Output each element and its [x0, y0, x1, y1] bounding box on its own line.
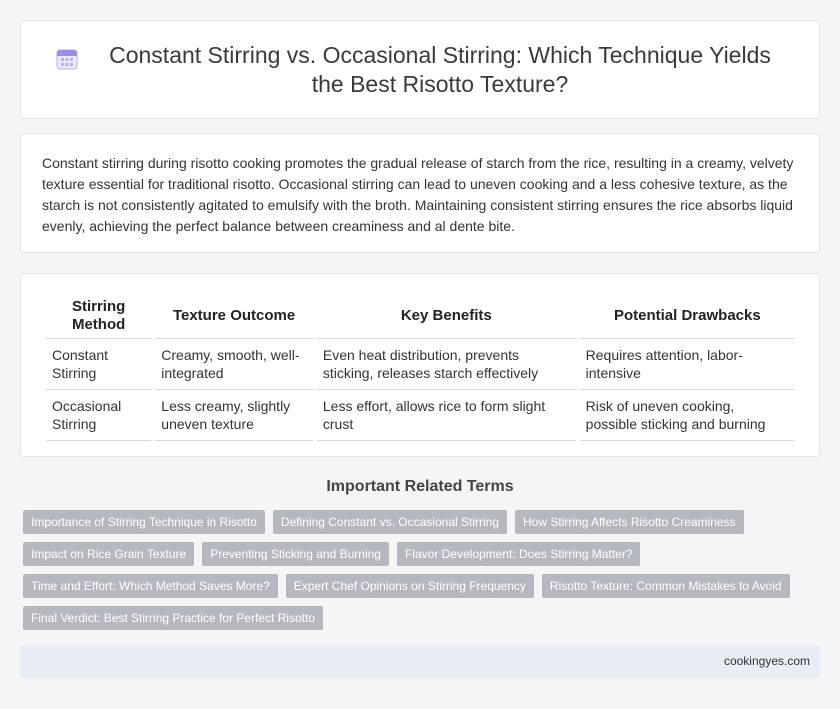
table-header-row — [46, 296, 795, 339]
table-row — [46, 339, 795, 390]
comparison-table-card — [20, 273, 820, 457]
table-row — [46, 390, 795, 441]
footer — [20, 645, 820, 678]
table-cell: Risk of uneven cooking, possible sticking and burning — [580, 390, 795, 441]
intro-card — [20, 133, 820, 253]
title-card — [20, 20, 820, 119]
column-header: Key Benefits — [317, 296, 576, 339]
related-term-tag[interactable]: Importance of Stirring Technique in Risotto — [23, 510, 265, 534]
table-cell: Constant Stirring — [46, 339, 151, 390]
table-cell: Less effort, allows rice to form slight crust — [317, 390, 576, 441]
related-term-tag[interactable]: How Stirring Affects Risotto Creaminess — [515, 510, 744, 534]
related-term-tag[interactable]: Risotto Texture: Common Mistakes to Avoid — [542, 574, 790, 598]
table-cell: Even heat distribution, prevents sticking, releases starch effectively — [317, 339, 576, 390]
column-header: Stirring Method — [46, 296, 151, 339]
related-term-tag[interactable]: Preventing Sticking and Burning — [202, 542, 389, 566]
column-header: Potential Drawbacks — [580, 296, 795, 339]
related-term-tag[interactable]: Impact on Rice Grain Texture — [23, 542, 194, 566]
table-cell: Creamy, smooth, well-integrated — [155, 339, 313, 390]
related-term-tag[interactable]: Time and Effort: Which Method Saves More? — [23, 574, 278, 598]
related-terms-heading: Important Related Terms — [326, 478, 514, 495]
table-cell: Occasional Stirring — [46, 390, 151, 441]
related-term-tag[interactable]: Final Verdict: Best Stirring Practice for Perfect Risotto — [23, 606, 323, 630]
page-title: Constant Stirring vs. Occasional Stirring: Which Technique Yields the Best Risotto Texture? — [109, 41, 771, 97]
comparison-table — [42, 296, 799, 441]
related-term-tag[interactable]: Defining Constant vs. Occasional Stirring — [273, 510, 507, 534]
table-cell: Requires attention, labor-intensive — [580, 339, 795, 390]
related-term-tag[interactable]: Expert Chef Opinions on Stirring Frequency — [286, 574, 534, 598]
intro-paragraph: Constant stirring during risotto cooking promotes the gradual release of starch from the rice, resulting in a creamy, velvety texture essential for traditional risotto. Occasional stirring can lead to uneven cooking and a less cohesive texture, as the starch is not consistently agitated to emulsify with the broth. Maintaining consistent stirring ensures the rice absorbs liquid evenly, achieving the perfect balance between creaminess and al dente bite. — [42, 155, 794, 234]
site-link[interactable]: cookingyes.com — [723, 654, 810, 668]
column-header: Texture Outcome — [155, 296, 313, 339]
related-term-tag[interactable]: Flavor Development: Does Stirring Matter? — [397, 542, 640, 566]
table-cell: Less creamy, slightly uneven texture — [155, 390, 313, 441]
related-terms-list — [23, 510, 823, 638]
